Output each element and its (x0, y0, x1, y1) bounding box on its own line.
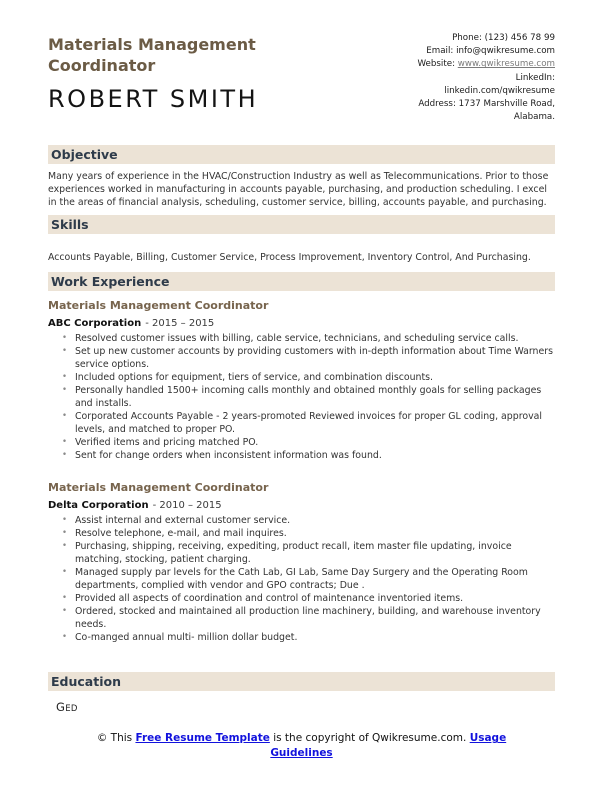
job-company-line (48, 317, 555, 330)
job-title: Materials Management Coordinator (48, 481, 269, 495)
job-company: ABC Corporation (48, 318, 142, 330)
bullet-item: • Resolve telephone, e-mail, and mail inquires. (48, 527, 555, 540)
website-link[interactable]: www.qwikresume.com (457, 59, 555, 70)
footer-text-middle: is the copyright of Qwikresume.com. (269, 732, 470, 745)
bullet-item: • Set up new customer accounts by providing customers with in-depth information about Time Warners service options. (48, 345, 555, 371)
contact-address-line1: Address: 1737 Marshville Road, (418, 99, 555, 110)
job-bullet-list (48, 332, 555, 462)
job-company: Delta Corporation (48, 500, 149, 512)
footer (86, 731, 518, 761)
footer-link-free-resume-template[interactable]: Free Resume Template (135, 732, 270, 745)
bullet-item: • Ordered, stocked and maintained all production line machinery, building, and warehouse inventory needs. (48, 605, 555, 631)
job-entry (48, 481, 555, 644)
bullet-item: • Managed supply par levels for the Cath Lab, GI Lab, Same Day Surgery and the Operating Room departments, complied with vendor and GPO contracts; Due . (48, 566, 555, 592)
bullet-item: • Personally handled 1500+ incoming calls monthly and obtained monthly goals for selling packages and installs. (48, 384, 555, 410)
section-header-education: Education (48, 672, 555, 691)
job-entry (48, 299, 555, 462)
job-title: Materials Management Coordinator (48, 299, 269, 313)
bullet-item: • Provided all aspects of coordination and control of maintenance inventoried items. (48, 592, 555, 605)
bullet-item: • Purchasing, shipping, receiving, expediting, product recall, item master file updating, invoice matching, stocking, patient charging. (48, 540, 555, 566)
education-degree: GED (56, 700, 78, 715)
job-dates: - 2010 – 2015 (152, 500, 222, 512)
bullet-item: • Verified items and pricing matched PO. (48, 436, 555, 449)
job-company-line (48, 499, 555, 512)
bullet-item: • Included options for equipment, tiers of service, and combination discounts. (48, 371, 555, 384)
objective-text: Many years of experience in the HVAC/Construction Industry as well as Telecommunications. Prior to those experiences worked in manufacturing in accounts payable, purchasing, and production scheduling. I excel in the areas of financial analysis, scheduling, customer service, billing, accounts payable, and purchasing. (48, 171, 549, 209)
contact-address-line2: Alabama. (513, 112, 555, 123)
section-header-skills: Skills (48, 215, 555, 234)
contact-linkedin-label: LinkedIn: (515, 72, 555, 83)
bullet-item: • Corporated Accounts Payable - 2 years-promoted Reviewed invoices for proper GL coding, approval levels, and matched to proper PO. (48, 410, 555, 436)
footer-text-prefix: © This (96, 732, 136, 745)
section-header-work-experience: Work Experience (48, 272, 555, 291)
contact-website-label: Website: (417, 59, 458, 70)
header (48, 32, 555, 124)
contact-phone: Phone: (123) 456 78 99 (452, 33, 555, 43)
footer-link-usage-guidelines[interactable]: Usage Guidelines (270, 732, 507, 760)
section-header-objective: Objective (48, 145, 555, 164)
document-title: Materials Management Coordinator (48, 35, 256, 75)
contact-info (335, 32, 555, 124)
bullet-item: • Sent for change orders when inconsistent information was found. (48, 449, 555, 462)
bullet-item: • Resolved customer issues with billing, cable service, technicians, and scheduling service calls. (48, 332, 555, 345)
contact-email: Email: info@qwikresume.com (426, 46, 555, 57)
contact-website (335, 58, 555, 71)
contact-linkedin-value: linkedin.com/qwikresume (444, 85, 555, 96)
job-bullet-list (48, 514, 555, 644)
job-dates: - 2015 – 2015 (145, 318, 215, 330)
person-name: ROBERT SMITH (48, 85, 259, 113)
header-title-block (48, 32, 335, 124)
bullet-item: • Co-manged annual multi- million dollar budget. (48, 631, 555, 644)
skills-text: Accounts Payable, Billing, Customer Service, Process Improvement, Inventory Control, And Purchasing. (48, 252, 531, 264)
bullet-item: • Assist internal and external customer service. (48, 514, 555, 527)
